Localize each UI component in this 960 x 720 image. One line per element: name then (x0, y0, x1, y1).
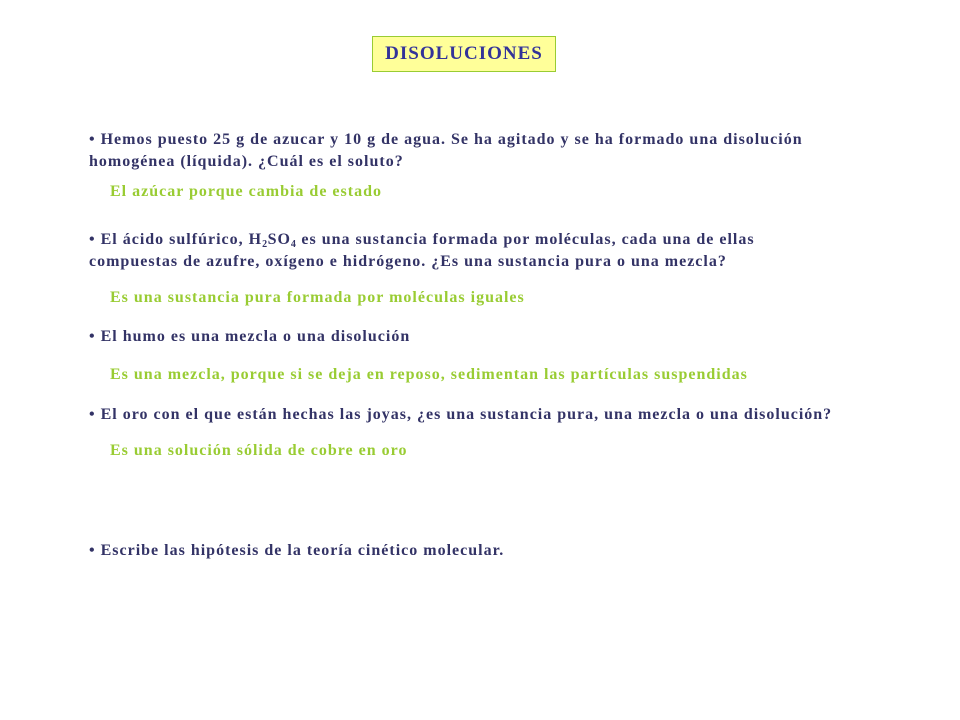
answer-1: El azúcar porque cambia de estado (110, 183, 382, 200)
question-1 (89, 129, 803, 173)
question-2-text-b: SO (267, 231, 291, 248)
question-2-line-2: compuestas de azufre, oxígeno e hidrógeno. ¿Es una sustancia pura o una mezcla? (89, 253, 727, 270)
answer-2: Es una sustancia pura formada por moléculas iguales (110, 289, 525, 306)
bullet: • (89, 542, 96, 559)
question-2 (89, 229, 755, 273)
answer-3: Es una mezcla, porque si se deja en reposo, sedimentan las partículas suspendidas (110, 366, 748, 383)
question-1-line-2: homogénea (líquida). ¿Cuál es el soluto? (89, 153, 404, 170)
question-3-text: El humo es una mezcla o una disolución (100, 328, 411, 345)
question-4 (89, 404, 832, 426)
bullet: • (89, 231, 96, 248)
slide-title: DISOLUCIONES (385, 43, 543, 64)
subscript-4: 4 (290, 239, 297, 250)
question-1-text-1: Hemos puesto 25 g de azucar y 10 g de agua. Se ha agitado y se ha formado una disolución (100, 131, 803, 148)
bullet: • (89, 328, 96, 345)
question-5-line-1 (89, 540, 504, 562)
question-4-line-1 (89, 404, 832, 426)
subscript-2: 2 (262, 239, 268, 250)
question-4-text: El oro con el que están hechas las joyas, ¿es una sustancia pura, una mezcla o una disolución? (100, 406, 833, 423)
question-3-line-1 (89, 326, 410, 348)
title-box (372, 36, 556, 72)
question-5 (89, 540, 504, 562)
bullet: • (89, 131, 96, 148)
question-1-line-1 (89, 129, 803, 151)
question-5-text: Escribe las hipótesis de la teoría cinético molecular. (100, 542, 505, 559)
question-3 (89, 326, 410, 348)
answer-4: Es una solución sólida de cobre en oro (110, 442, 408, 459)
question-2-line-1 (89, 229, 755, 251)
bullet: • (89, 406, 96, 423)
question-2-text-a: El ácido sulfúrico, H (100, 231, 263, 248)
question-2-text-c: es una sustancia formada por moléculas, cada una de ellas (296, 231, 755, 248)
